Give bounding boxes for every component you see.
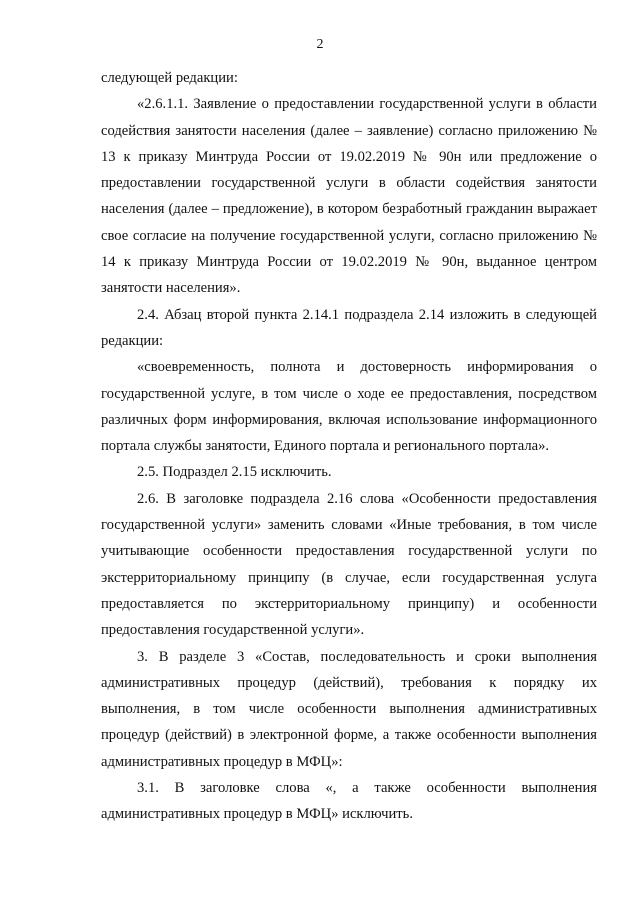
paragraph-2-6-1-1: «2.6.1.1. Заявление о предоставлении государственной услуги в области содействия занятости населения (далее – заявление) согласно приложению № 13 к приказу Минтруда России от 19.02.2019 № 90н или предложение о предоставлении государственной услуги в области содействия занятости населения (далее – предложение), в котором безработный гражданин выражает свое согласие на получение государственной услуги, согласно приложению № 14 к приказу Минтруда России от 19.02.2019 № 90н, выданное центром занятости населения». <box>101 96 597 297</box>
paragraph-3: 3. В разделе 3 «Состав, последовательность и сроки выполнения административных процедур (действий), требования к порядку их выполнения, в том числе особенности выполнения административных процедур (действий) в электронной форме, а также особенности выполнения административных процедур в МФЦ»: <box>101 648 597 770</box>
paragraph-quote-informing: «своевременность, полнота и достоверность информирования о государственной услуге, в том числе о ходе ее предоставления, посредством различных форм информирования, включая использование информационного портала службы занятости, Единого портала и регионального портала». <box>101 359 597 455</box>
page-number: 2 <box>316 37 324 52</box>
paragraph-continuation: следующей редакции: <box>101 70 238 86</box>
document-body <box>101 65 597 828</box>
paragraph-2-4: 2.4. Абзац второй пункта 2.14.1 подраздела 2.14 изложить в следующей редакции: <box>101 306 597 349</box>
paragraph-2-6: 2.6. В заголовке подраздела 2.16 слова «Особенности предоставления государственной услуги» заменить словами «Иные требования, в том числе учитывающие особенности предоставления государственной услуги по экстерриториальному принципу (в случае, если государственная услуга предоставляется по экстерриториальному принципу) и особенности предоставления государственной услуги». <box>101 490 597 639</box>
paragraph-2-5: 2.5. Подраздел 2.15 исключить. <box>137 464 332 481</box>
paragraph-3-1: 3.1. В заголовке слова «, а также особенности выполнения административных процедур в МФЦ» исключить. <box>101 780 597 823</box>
